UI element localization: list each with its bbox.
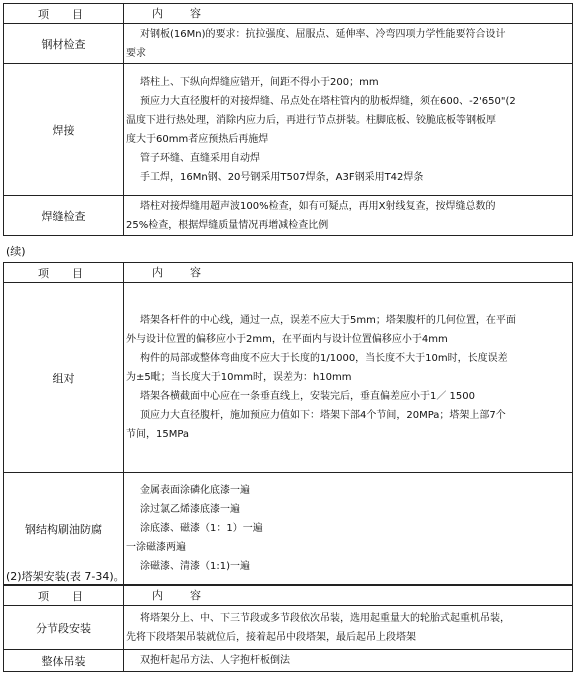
table-row (4, 64, 573, 196)
content-line: 将塔架分上、中、下三节段或多节段依次吊装，选用起重量大的轮胎式起重机吊装， (140, 612, 510, 624)
caption-continued: (续) (6, 245, 26, 258)
row-item: 钢材检查 (4, 24, 124, 64)
row-content (124, 283, 573, 473)
content-line: 塔架各杆件的中心线，通过一点，误差不应大于5mm；塔架腹杆的几何位置，在平面 (140, 315, 516, 326)
header-content: 内 容 (124, 263, 573, 283)
row-item: 钢结构刷油防腐 (4, 473, 124, 585)
content-line: 构件的局部或整体弯曲度不应大于长度的1/1000，当长度不大于10m时，长度误差 (140, 353, 508, 364)
content-line: 度大于60mm者应预热后再施焊 (126, 133, 269, 145)
content-line: 顶应力大直径腹杆，施加预应力值如下：塔架下部4个节间，20MPa；塔架上部7个 (140, 410, 506, 421)
header-row (4, 586, 573, 606)
caption-tower-installation: (2)塔架安装(表 7-34)。 (6, 570, 125, 583)
content-line: 外与设计位置的偏移应小于2mm，在平面内与设计位置偏移应小于4mm (126, 334, 448, 345)
row-item: 组对 (4, 283, 124, 473)
table-steel-inspection (3, 3, 573, 236)
table-row (4, 24, 573, 64)
row-item: 焊接 (4, 64, 124, 196)
row-content (124, 196, 573, 236)
content-line: 一涂磁漆两遍 (126, 542, 186, 553)
table-row (4, 283, 573, 473)
content-line: 温度下进行热处理，消除内应力后，再进行节点拼装。柱脚底板、铰脆底板等钢板厚 (126, 114, 496, 126)
content-line: 涂底漆、磁漆（1：1）一遍 (140, 523, 263, 534)
content-line: 塔架各横截面中心应在一条垂直线上，安装完后，垂直偏差应小于1／ 1500 (140, 391, 475, 402)
content-line: 塔柱对接焊缝用超声波100%检查，如有可疑点，再用X射线复查，按焊缝总数的 (140, 200, 496, 212)
table-row (4, 196, 573, 236)
row-content (124, 64, 573, 196)
table-row (4, 606, 573, 650)
row-content (124, 650, 573, 672)
table-row (4, 650, 573, 672)
header-content: 内 容 (124, 586, 573, 606)
content-line: 节间，15MPa (126, 429, 190, 440)
content-line: 双抱杆起吊方法、人字抱杆板倒法 (140, 655, 290, 666)
content-line: 涂过氯乙烯漆底漆一遍 (140, 504, 240, 515)
header-item: 项 目 (4, 263, 124, 283)
row-item: 分节段安装 (4, 606, 124, 650)
content-line: 预应力大直径腹杆的对接焊缝、吊点处在塔柱管内的肋板焊缝，须在600、-2'650"(2 (140, 95, 516, 107)
content-line: 管子环缝、直缝采用自动焊 (140, 152, 260, 164)
row-item: 焊缝检查 (4, 196, 124, 236)
content-line: 塔柱上、下纵向焊缝应错开，间距不得小于200；mm (140, 76, 379, 88)
content-line: 对钢板(16Mn)的要求：抗拉强度、屈服点、延伸率、冷弯四项力学性能要符合设计 (140, 28, 506, 40)
row-content (124, 606, 573, 650)
header-row (4, 4, 573, 24)
table-tower-installation (3, 585, 573, 672)
header-item: 项 目 (4, 586, 124, 606)
table-assembly-painting (3, 262, 573, 585)
header-content: 内 容 (124, 4, 573, 24)
content-line: 手工焊，16Mn钢、20号钢采用T507焊条，A3F钢采用T42焊条 (140, 171, 424, 183)
header-row (4, 263, 573, 283)
content-line: 为±5毗；当长度大于10mm时，误差为：h10mm (126, 372, 352, 383)
row-content (124, 473, 573, 585)
content-line: 先将下段塔架吊装就位后，接着起吊中段塔架，最后起吊上段塔架 (126, 631, 416, 643)
content-line: 涂磁漆、清漆（1:1)一遍 (140, 561, 250, 572)
row-content (124, 24, 573, 64)
row-item: 整体吊装 (4, 650, 124, 672)
header-item: 项 目 (4, 4, 124, 24)
content-line: 25%检查，根据焊缝质量情况再增减检查比例 (126, 219, 329, 231)
content-line: 要求 (126, 47, 146, 59)
content-line: 金属表面涂磷化底漆一遍 (140, 485, 250, 496)
